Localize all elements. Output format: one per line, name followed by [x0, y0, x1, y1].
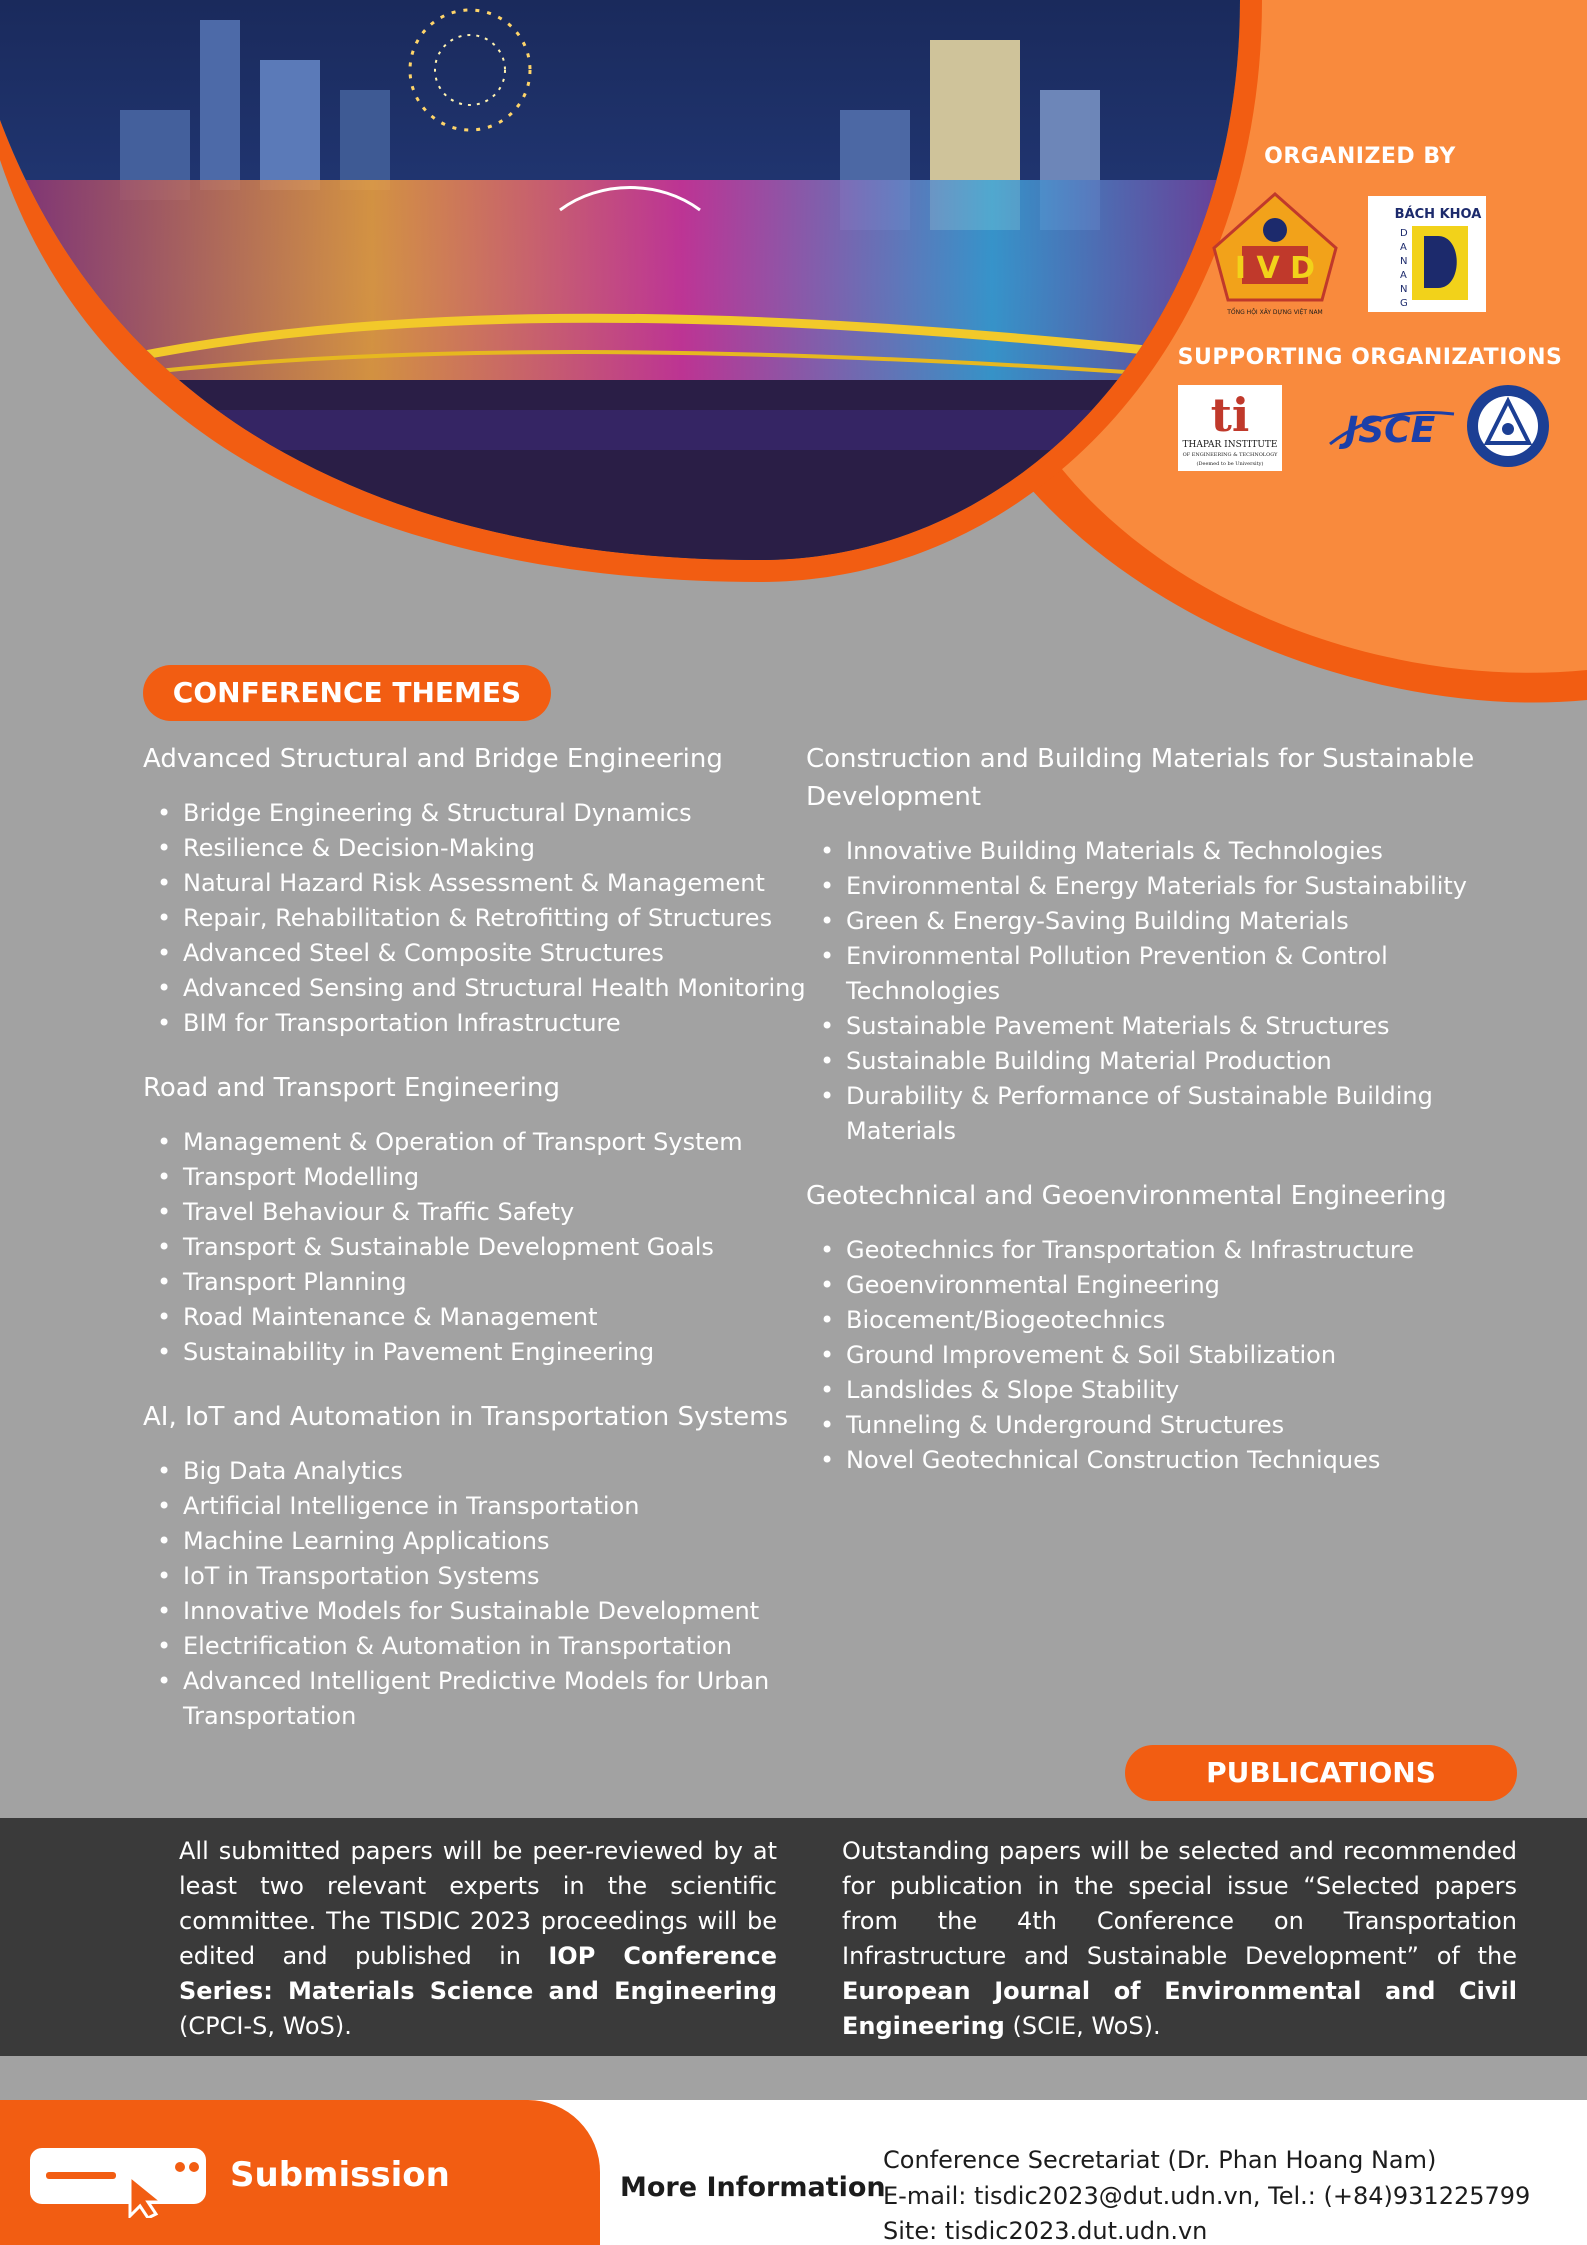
theme-item: • Bridge Engineering & Structural Dynamics — [143, 796, 813, 831]
theme-group — [143, 1069, 813, 1370]
conference-themes-badge: CONFERENCE THEMES — [143, 665, 551, 721]
theme-item: • Road Maintenance & Management — [143, 1300, 813, 1335]
theme-list — [143, 1454, 813, 1734]
bachkhoa-danang-logo — [1368, 196, 1486, 312]
theme-item: • Landslides & Slope Stability — [806, 1373, 1506, 1408]
theme-group — [806, 1177, 1506, 1478]
theme-title: Road and Transport Engineering — [143, 1073, 560, 1103]
svg-text:ti: ti — [1210, 388, 1250, 442]
theme-list — [143, 796, 813, 1041]
theme-item: • Advanced Sensing and Structural Health Monitoring — [143, 971, 813, 1006]
theme-item: • IoT in Transportation Systems — [143, 1559, 813, 1594]
header-banner — [0, 0, 1587, 720]
pub-right-text: Outstanding papers will be selected and recommended for publication in the special issue “Selected papers from the 4th Conference on Transportation Infrastructure and Sustainable Development” of the — [842, 1837, 1517, 1970]
theme-list — [806, 834, 1506, 1149]
theme-item: • Geoenvironmental Engineering — [806, 1268, 1506, 1303]
theme-item: • Sustainability in Pavement Engineering — [143, 1335, 813, 1370]
theme-item: • Management & Operation of Transport System — [143, 1125, 813, 1160]
theme-item: • Tunneling & Underground Structures — [806, 1408, 1506, 1443]
organized-by-label: ORGANIZED BY — [1264, 144, 1456, 169]
theme-title: AI, IoT and Automation in Transportation Systems — [143, 1402, 789, 1432]
svg-text:A: A — [1400, 270, 1407, 281]
svg-text:D: D — [1400, 228, 1408, 239]
publication-text-right — [842, 1834, 1517, 2044]
theme-item: • Natural Hazard Risk Assessment & Management — [143, 866, 813, 901]
theme-list — [143, 1125, 813, 1370]
pub-right-index: (SCIE, WoS). — [1004, 2012, 1161, 2040]
theme-item: • Ground Improvement & Soil Stabilization — [806, 1338, 1506, 1373]
contact-email-phone: E-mail: tisdic2023@dut.udn.vn, Tel.: (+84)931225799 — [883, 2182, 1531, 2210]
theme-title: Geotechnical and Geoenvironmental Engineering — [806, 1181, 1447, 1211]
publication-text-left — [179, 1834, 777, 2044]
svg-text:THAPAR INSTITUTE: THAPAR INSTITUTE — [1182, 440, 1278, 450]
more-information-label: More Information — [620, 2172, 886, 2203]
theme-item: • Big Data Analytics — [143, 1454, 813, 1489]
svg-text:N: N — [1400, 256, 1408, 267]
svg-text:G: G — [1400, 298, 1408, 309]
theme-item: • Innovative Models for Sustainable Development — [143, 1594, 813, 1629]
theme-group — [143, 740, 813, 1041]
supporting-organizations-label: SUPPORTING ORGANIZATIONS — [1177, 345, 1563, 370]
click-cursor-icon[interactable] — [28, 2146, 210, 2218]
svg-text:N: N — [1400, 284, 1408, 295]
contact-site[interactable]: Site: tisdic2023.dut.udn.vn — [883, 2217, 1208, 2245]
theme-item: • Sustainable Pavement Materials & Structures — [806, 1009, 1506, 1044]
svg-text:I V D: I V D — [1234, 251, 1316, 286]
pub-right-journal: European Journal of Environmental and Civil Engineering — [842, 1977, 1517, 2040]
submission-label[interactable]: Submission — [230, 2155, 450, 2195]
contact-secretariat: Conference Secretariat (Dr. Phan Hoang Nam) — [883, 2146, 1437, 2174]
theme-item: • BIM for Transportation Infrastructure — [143, 1006, 813, 1041]
theme-item: • Biocement/Biogeotechnics — [806, 1303, 1506, 1338]
ivd-association-logo — [1210, 190, 1340, 320]
theme-item: • Machine Learning Applications — [143, 1524, 813, 1559]
theme-item: • Artificial Intelligence in Transportation — [143, 1489, 813, 1524]
theme-item: • Sustainable Building Material Production — [806, 1044, 1506, 1079]
theme-item: • Transport Planning — [143, 1265, 813, 1300]
theme-item: • Environmental Pollution Prevention & Control Technologies — [806, 939, 1506, 1009]
theme-item: • Durability & Performance of Sustainable Building Materials — [806, 1079, 1506, 1149]
svg-text:JSCE: JSCE — [1344, 410, 1436, 451]
theme-title: Advanced Structural and Bridge Engineering — [143, 744, 723, 774]
pub-left-index: (CPCI-S, WoS). — [179, 2012, 352, 2040]
theme-item: • Innovative Building Materials & Technologies — [806, 834, 1506, 869]
theme-item: • Electrification & Automation in Transportation — [143, 1629, 813, 1664]
theme-item: • Green & Energy-Saving Building Materials — [806, 904, 1506, 939]
svg-text:(Deemed to be University): (Deemed to be University) — [1196, 461, 1264, 467]
svg-text:OF ENGINEERING & TECHNOLOGY: OF ENGINEERING & TECHNOLOGY — [1182, 452, 1278, 458]
themes-right-column — [806, 740, 1506, 1506]
theme-item: • Repair, Rehabilitation & Retrofitting of Structures — [143, 901, 813, 936]
themes-left-column — [143, 740, 813, 1762]
svg-text:TỔNG HỘI XÂY DỰNG VIỆT NAM: TỔNG HỘI XÂY DỰNG VIỆT NAM — [1227, 309, 1323, 316]
theme-item: • Transport Modelling — [143, 1160, 813, 1195]
jsce-logo — [1320, 392, 1460, 462]
publications-badge: PUBLICATIONS — [1125, 1745, 1517, 1801]
theme-group — [806, 740, 1506, 1149]
theme-item: • Environmental & Energy Materials for Sustainability — [806, 869, 1506, 904]
university-seal-logo — [1465, 383, 1551, 469]
theme-item: • Transport & Sustainable Development Goals — [143, 1230, 813, 1265]
theme-item: • Advanced Steel & Composite Structures — [143, 936, 813, 971]
theme-item: • Novel Geotechnical Construction Techniques — [806, 1443, 1506, 1478]
theme-group — [143, 1398, 813, 1734]
svg-text:A: A — [1400, 242, 1407, 253]
pub-left-venue: IOP Conference Series: Materials Science and Engineering — [179, 1942, 777, 2005]
theme-title: Construction and Building Materials for Sustainable Development — [806, 744, 1475, 812]
svg-text:BÁCH KHOA: BÁCH KHOA — [1394, 207, 1482, 222]
thapar-institute-logo — [1178, 385, 1282, 471]
theme-item: • Advanced Intelligent Predictive Models for Urban Transportation — [143, 1664, 813, 1734]
pub-left-text: All submitted papers will be peer-reviewed by at least two relevant experts in the scientific committee. The TISDIC 2023 proceedings will be edited and published in — [179, 1837, 777, 1970]
theme-list — [806, 1233, 1506, 1478]
theme-item: • Geotechnics for Transportation & Infrastructure — [806, 1233, 1506, 1268]
theme-item: • Travel Behaviour & Traffic Safety — [143, 1195, 813, 1230]
theme-item: • Resilience & Decision-Making — [143, 831, 813, 866]
